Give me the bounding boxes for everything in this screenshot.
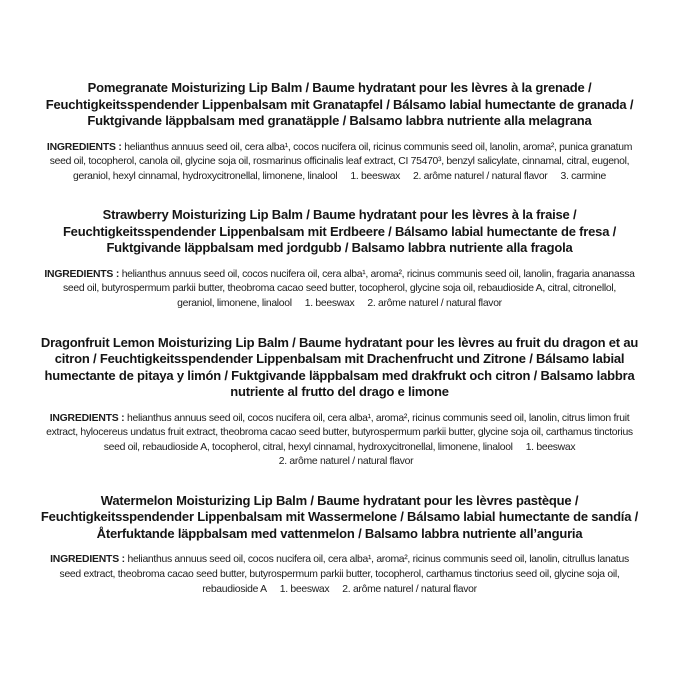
ingredients-paragraph bbox=[44, 141, 635, 185]
ingredients-label: INGREDIENTS : bbox=[44, 268, 120, 280]
ingredients-list: helianthus annuus seed oil, cocos nucifera oil, cera alba¹, aroma², ricinus communis seed oil, lanolin, citrullus lanatus seed extract, theobroma cacao seed butter, butyrospermum parkii butter, tocopherol, carthamus tinctorius seed oil, glycine soja oil, rebaudioside A bbox=[59, 554, 629, 595]
ingredients-list: helianthus annuus seed oil, cera alba¹, cocos nucifera oil, ricinus communis seed oil, lanolin, aroma², punica granatum seed oil, tocopherol, canola oil, glycine soja oil, rosmarinus officinalis leaf extract, CI 75470³, benzyl salicylate, cinnamal, citral, eugenol, geraniol, hexyl cinnamal, hydroxycitronellal, limonene, linalool bbox=[49, 141, 633, 182]
footnote: 2. arôme naturel / natural flavor bbox=[412, 170, 548, 182]
ingredients-paragraph bbox=[44, 553, 635, 597]
footnote: 2. arôme naturel / natural flavor bbox=[342, 583, 477, 595]
ingredients-list: helianthus annuus seed oil, cocos nucifera oil, cera alba¹, aroma², ricinus communis seed oil, lanolin, fragaria ananassa seed oil, butyrospermum parkii butter, theobroma cacao seed butter, tocopherol, glycine soja oil, rebaudioside A, citral, citronellol, geraniol, limonene, linalool bbox=[63, 268, 635, 309]
product-title: Pomegranate Moisturizing Lip Balm / Baume hydratant pour les lèvres à la grenade / Feuchtigkeitsspendender Lippenbalsam mit Granatapfel / Bálsamo labial humectante de granada / Fuktgivande läppbalsam med granatäpple / Balsamo labbra nutriente alla melagrana bbox=[45, 80, 634, 128]
footnote: 1. beeswax bbox=[279, 583, 330, 595]
product-section-pomegranate bbox=[38, 80, 641, 184]
footnote: 1. beeswax bbox=[304, 297, 355, 309]
product-title: Strawberry Moisturizing Lip Balm / Baume hydratant pour les lèvres à la fraise / Feuchtigkeitsspendender Lippenbalsam mit Erdbeere / Bálsamo labial humectante de fresa / Fuktgivande läppbalsam med jordgubb / Balsamo labbra nutriente alla fragola bbox=[62, 207, 617, 256]
footnote: 2. arôme naturel / natural flavor bbox=[367, 297, 502, 309]
product-section-dragonfruit-lemon bbox=[38, 335, 641, 470]
product-section-strawberry bbox=[38, 207, 641, 311]
footnote: 2. arôme naturel / natural flavor bbox=[278, 456, 414, 468]
ingredients-paragraph bbox=[44, 268, 635, 312]
footnote: 1. beeswax bbox=[350, 170, 400, 182]
ingredients-paragraph bbox=[44, 412, 635, 470]
product-section-watermelon bbox=[38, 493, 641, 597]
footnote: 1. beeswax bbox=[525, 441, 576, 453]
ingredients-label: INGREDIENTS : bbox=[49, 412, 125, 424]
ingredients-list: helianthus annuus seed oil, cocos nucifera oil, cera alba¹, aroma², ricinus communis seed oil, lanolin, citrus limon fruit extract, hylocereus undatus fruit extract, theobroma cacao seed butter, butyrospermum parkii butter, glycine soja oil, carthamus tinctorius seed oil, rebaudioside A, tocopherol, citral, hexyl cinnamal, hydroxycitronellal, limonene, linalool bbox=[46, 412, 633, 453]
ingredients-label: INGREDIENTS : bbox=[46, 141, 122, 153]
product-title: Watermelon Moisturizing Lip Balm / Baume hydratant pour les lèvres pastèque / Feuchtigkeitsspendender Lippenbalsam mit Wassermelone / Bálsamo labial humectante de sandía / Återfuktande läppbalsam med vattenmelon / Balsamo labbra nutriente all’anguria bbox=[40, 492, 639, 541]
ingredients-label: INGREDIENTS : bbox=[50, 554, 125, 566]
footnote: 3. carmine bbox=[560, 170, 606, 182]
product-title: Dragonfruit Lemon Moisturizing Lip Balm / Baume hydratant pour les lèvres au fruit du dragon et au citron / Feuchtigkeitsspendender Lippenbalsam mit Drachenfrucht und Zitrone / Bálsamo labial humectante de pitaya y limón / Fuktgivande läppbalsam med drakfrukt och citron / Balsamo labbra nutriente al frutto del drago e limone bbox=[40, 334, 639, 400]
